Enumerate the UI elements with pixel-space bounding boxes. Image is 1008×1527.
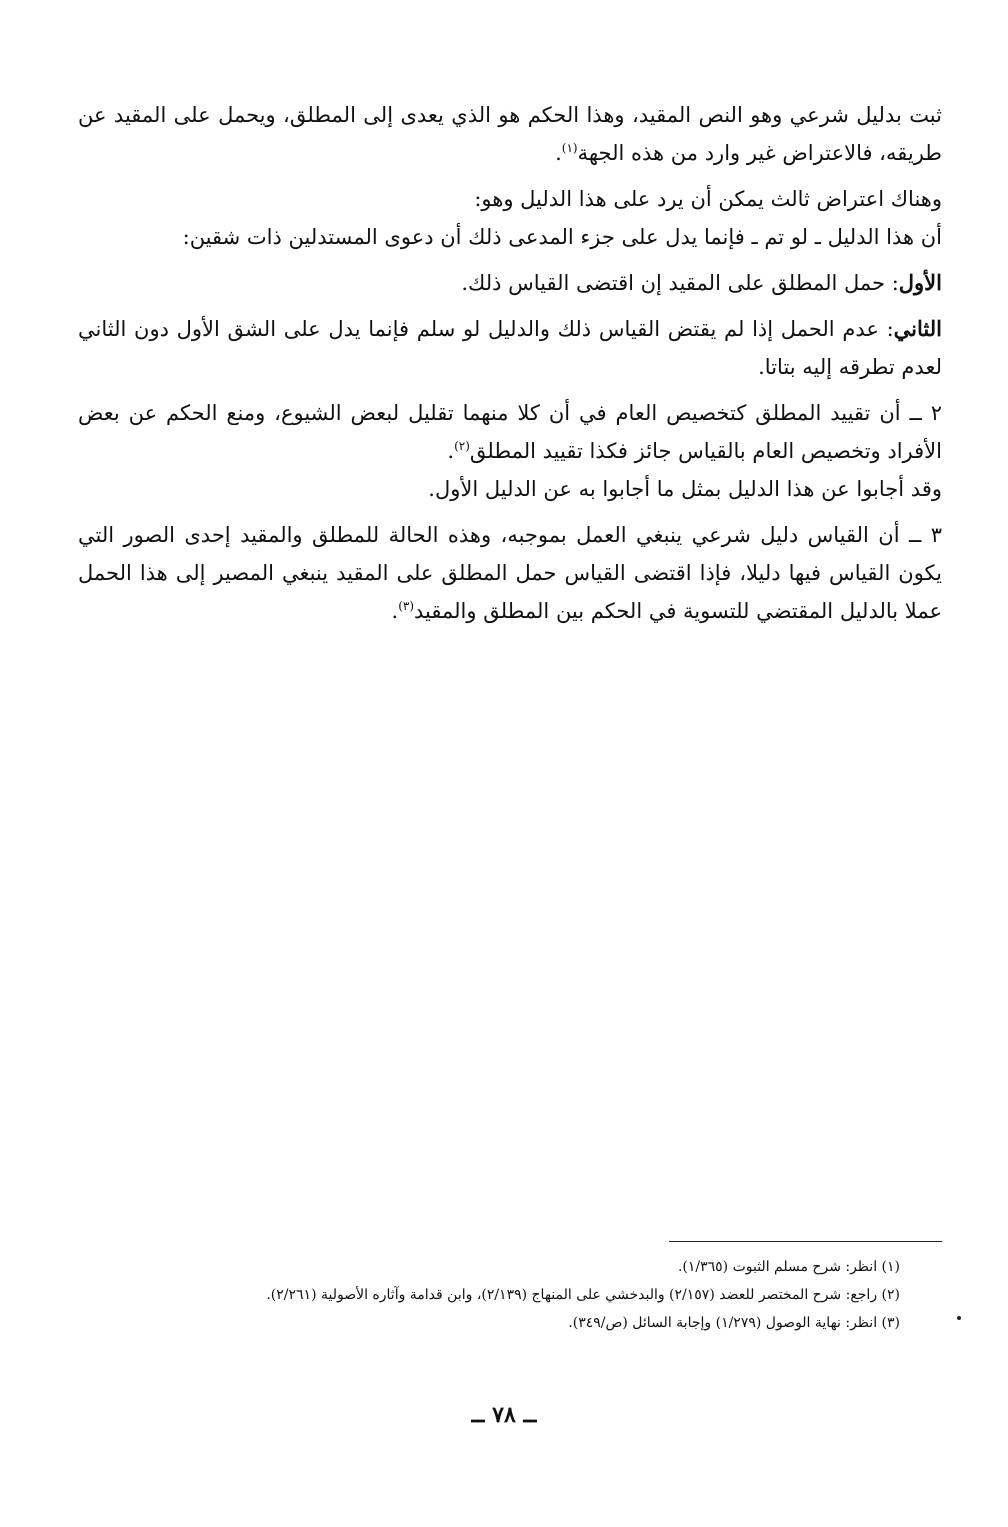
footnote-ref-2: (٢): [454, 439, 470, 453]
second-branch-text: : عدم الحمل إذا لم يقتض القياس ذلك والدليل لو سلم فإنما يدل على الشق الأول دون الثاني لعدم تطرقه إليه بتاتا.: [78, 317, 942, 379]
paragraph-3: أن هذا الدليل ـ لو تم ـ فإنما يدل على جزء المدعى ذلك أن دعوى المستدلين ذات شقين:: [182, 225, 942, 249]
paragraph-point-3: [78, 516, 942, 630]
paragraph-reply: وقد أجابوا عن هذا الدليل بمثل ما أجابوا به عن الدليل الأول.: [428, 477, 942, 501]
label-first: الأول: [898, 270, 942, 295]
first-branch-text: : حمل المطلق على المقيد إن اقتضى القياس ذلك.: [461, 271, 899, 295]
footnote-divider: [669, 1241, 942, 1242]
footnote-ref-1: (١): [561, 141, 578, 155]
footnote-2: (٢) راجع: شرح المختصر للعضد (٢/١٥٧) والبدخشي على المنهاج (٢/١٣٩)، وابن قدامة وآثاره الأصولية (٢/٢٦١).: [266, 1287, 900, 1303]
footnotes: [78, 1253, 900, 1337]
point-3-text: ٣ ــ أن القياس دليل شرعي ينبغي العمل بموجبه، وهذه الحالة للمطلق والمقيد إحدى الصور التي يكون القياس فيها دليلا، فإذا اقتضى القياس حمل المطلق على المقيد ينبغي المصير إلى هذا الحمل عملا بالدليل المقتضي للتسوية في الحكم بين المطلق والمقيد: [78, 523, 942, 623]
footnote-3: (٣) انظر: نهاية الوصول (١/٢٧٩) وإجابة السائل (ص/٣٤٩).: [568, 1315, 900, 1331]
paragraph-first-branch: [78, 264, 942, 302]
point-2-end: .: [447, 439, 455, 463]
paragraph-1: [78, 96, 942, 172]
paragraph-point-2: [78, 394, 942, 470]
footnote-1: (١) انظر: شرح مسلم الثبوت (١/٣٦٥).: [677, 1259, 900, 1275]
paragraph-second-branch: [78, 310, 942, 386]
point-3-end: .: [391, 599, 399, 623]
paragraph-2: وهناك اعتراض ثالث يمكن أن يرد على هذا الدليل وهو:: [474, 187, 942, 211]
main-text: [78, 96, 942, 638]
page-number: ــ ٧٨ ــ: [471, 1402, 537, 1428]
footnote-ref-3: (٣): [398, 599, 415, 613]
label-second: الثاني: [893, 316, 942, 341]
point-2-text: ٢ ــ أن تقييد المطلق كتخصيص العام في أن كلا منهما تقليل لبعض الشيوع، ومنع الحكم عن بعض الأفراد وتخصيص العام بالقياس جائز فكذا تقييد المطلق: [78, 401, 942, 463]
paragraph-1-end: .: [555, 141, 562, 165]
paragraph-1-text: ثبت بدليل شرعي وهو النص المقيد، وهذا الحكم هو الذي يعدى إلى المطلق، ويحمل على المقيد عن طريقه، فالاعتراض غير وارد من هذه الجهة: [78, 103, 942, 165]
margin-dot: [957, 1316, 961, 1320]
